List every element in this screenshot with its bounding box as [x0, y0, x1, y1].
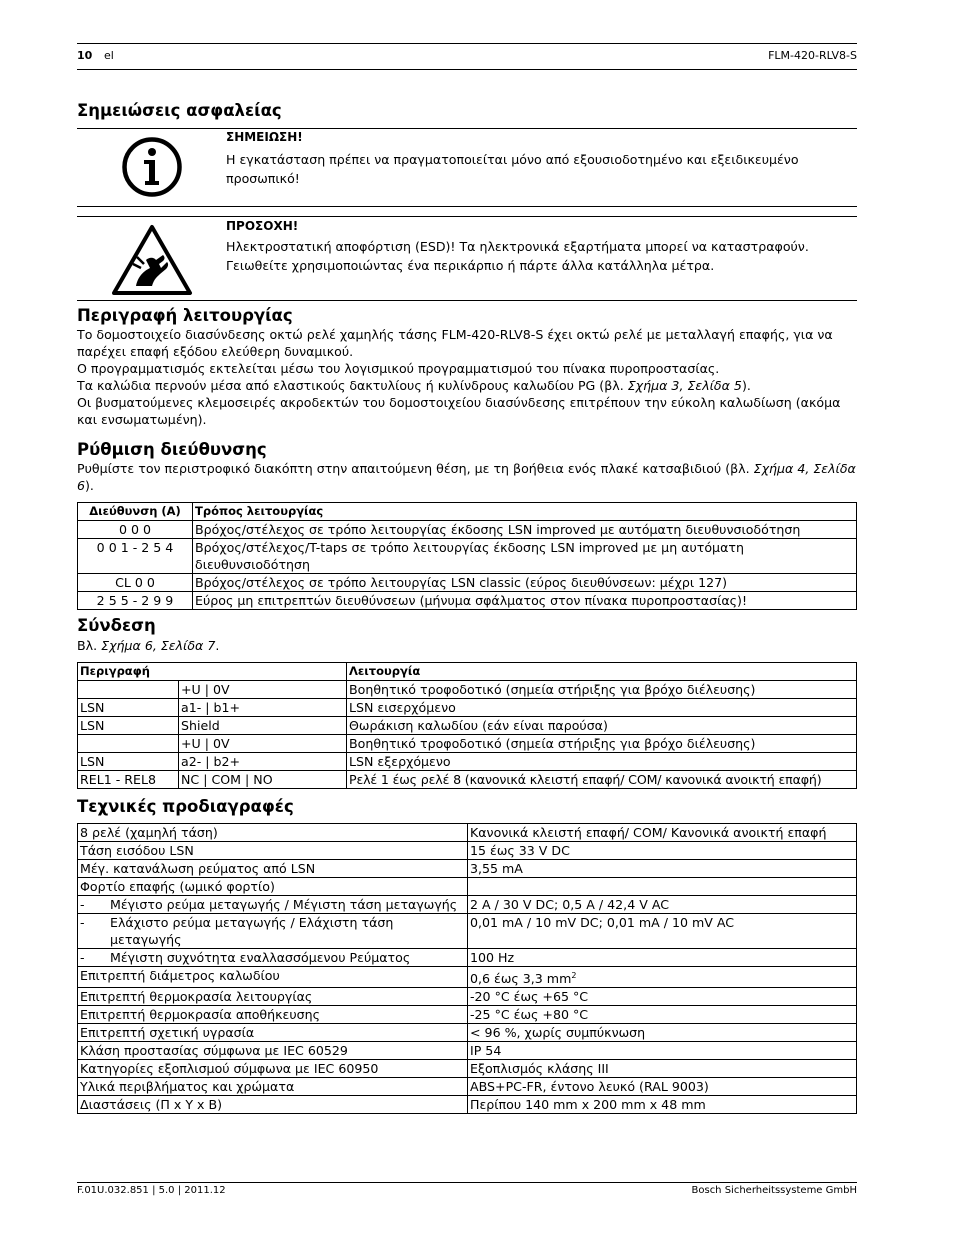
connection-type: [78, 735, 179, 753]
column-header: Λειτουργία: [347, 663, 857, 681]
connection-type: REL1 - REL8: [78, 771, 179, 789]
spec-row: [78, 1078, 857, 1096]
mode-description: Εύρος μη επιτρεπτών διευθύνσεων (μήνυμα σφάλματος στον πίνακα πυροπροστασίας)!: [193, 592, 857, 610]
spec-row: [78, 988, 857, 1006]
figure-reference: Σχήμα 4, Σελίδα 6: [77, 461, 856, 493]
connection-ref-post: .: [215, 638, 220, 653]
table-row: [78, 574, 857, 592]
spec-row: [78, 914, 857, 949]
spec-value: [468, 878, 857, 896]
caution-text: Ηλεκτροστατική αποφόρτιση (ESD)! Τα ηλεκτρονικά εξαρτήματα μπορεί να καταστραφούν. Γειωθείτε χρησιμοποιώντας ένα περικάρπιο ή πάρτε άλλα κατάλληλα μέτρα.: [226, 239, 809, 273]
table-row: [78, 699, 857, 717]
column-header: Περιγραφή: [78, 663, 347, 681]
terminal: NC | COM | NO: [179, 771, 347, 789]
table-row: [78, 735, 857, 753]
spec-row: [78, 842, 857, 860]
footer-rule: [77, 1182, 857, 1183]
connection-function: Ρελέ 1 έως ρελέ 8 (κανονικά κλειστή επαφή/ COM/ κανονικά ανοικτή επαφή): [347, 771, 857, 789]
column-header: Τρόπος λειτουργίας: [193, 503, 857, 521]
spec-value-text: 15 έως 33 V DC: [470, 843, 570, 858]
spec-label: Κατηγορίες εξοπλισμού σύμφωνα με IEC 60950: [78, 1060, 468, 1078]
mode-description: Βρόχος/στέλεχος σε τρόπο λειτουργίας LSN classic (εύρος διευθύνσεων: μέχρι 127): [193, 574, 857, 592]
spec-value-text: 2 A / 30 V DC; 0,5 A / 42,4 V AC: [470, 897, 670, 912]
spec-value: [468, 914, 857, 949]
esd-warning-icon: [111, 224, 193, 300]
spec-value: [468, 842, 857, 860]
page-number: 10: [77, 49, 93, 62]
function-p1: Το δομοστοιχείο διασύνδεσης οκτώ ρελέ χαμηλής τάσης FLM-420-RLV8-S έχει οκτώ ρελέ με μεταλλαγή επαφής, για να παρέχει επαφή εξόδου ελεύθερη δυναμικού.: [77, 327, 833, 359]
spec-label: Επιτρεπτή σχετική υγρασία: [78, 1024, 468, 1042]
list-dash: -: [80, 915, 85, 930]
spec-row: [78, 949, 857, 967]
spec-value: [468, 860, 857, 878]
spec-label: [78, 949, 468, 967]
function-p4: Οι βυσματούμενες κλεμοσειρές ακροδεκτών του δομοστοιχείου διασύνδεσης επιτρέπουν την εύκολη καλωδίωση (ακόμα και ενσωματωμένη).: [77, 395, 841, 427]
spec-label: Επιτρεπτή θερμοκρασία αποθήκευσης: [78, 1006, 468, 1024]
function-p2: Ο προγραμματισμός εκτελείται μέσω του λογισμικού προγραμματισμού του πίνακα πυροπροστασίας.: [77, 361, 720, 376]
spec-value: [468, 1006, 857, 1024]
table-row: [78, 521, 857, 539]
connection-type: LSN: [78, 699, 179, 717]
table-row: [78, 539, 857, 574]
caution-top-rule: [77, 216, 857, 217]
function-heading: Περιγραφή λειτουργίας: [77, 306, 293, 325]
spec-value: [468, 1060, 857, 1078]
terminal: a1- | b1+: [179, 699, 347, 717]
note-title: ΣΗΜΕΙΩΣΗ!: [226, 130, 303, 144]
spec-value: [468, 949, 857, 967]
spec-label-text: Μέγιστη συχνότητα εναλλασσόμενου Ρεύματος: [110, 950, 411, 965]
language-code: el: [104, 49, 114, 62]
address-text-pre: Ρυθμίστε τον περιστροφικό διακόπτη στην απαιτούμενη θέση, με τη βοήθεια ενός πλακέ κατσαβιδιού (βλ.: [77, 461, 754, 476]
connection-reference: [77, 637, 859, 654]
spec-label-wrap: [80, 949, 465, 966]
product-name: FLM-420-RLV8-S: [768, 49, 857, 62]
spec-label: Υλικά περιβλήματος και χρώματα: [78, 1078, 468, 1096]
connection-function: Βοηθητικό τροφοδοτικό (σημεία στήριξης για βρόχο διέλευσης): [347, 735, 857, 753]
connection-function: Θωράκιση καλωδίου (εάν είναι παρούσα): [347, 717, 857, 735]
spec-value-text: -25 °C έως +80 °C: [470, 1007, 589, 1023]
spec-row: [78, 824, 857, 842]
address-value: CL 0 0: [78, 574, 193, 592]
spec-label: Κλάση προστασίας σύμφωνα με IEC 60529: [78, 1042, 468, 1060]
company-name: Bosch Sicherheitssysteme GmbH: [691, 1185, 857, 1196]
connection-function: Βοηθητικό τροφοδοτικό (σημεία στήριξης για βρόχο διέλευσης): [347, 681, 857, 699]
info-icon: [120, 136, 184, 202]
spec-value-text: 3,55 mA: [470, 861, 523, 876]
specs-heading: Τεχνικές προδιαγραφές: [77, 797, 294, 816]
document-number: F.01U.032.851 | 5.0 | 2011.12: [77, 1185, 226, 1196]
figure-reference: Σχήμα 3, Σελίδα 5: [627, 378, 742, 393]
spec-label: [78, 896, 468, 914]
connection-type: [78, 681, 179, 699]
caution-title: ΠΡΟΣΟΧΗ!: [226, 219, 299, 233]
spec-row: [78, 1096, 857, 1114]
spec-value-text: ABS+PC-FR, έντονο λευκό (RAL 9003): [470, 1079, 709, 1095]
spec-value: [468, 824, 857, 842]
address-value: 2 5 5 - 2 9 9: [78, 592, 193, 610]
spec-label-wrap: [80, 896, 465, 913]
spec-value-text: Εξοπλισμός κλάσης III: [470, 1061, 609, 1077]
spec-value: [468, 1096, 857, 1114]
header-top-rule: [77, 43, 857, 44]
spec-label-text: Ελάχιστο ρεύμα μεταγωγής / Ελάχιστη τάση μεταγωγής: [110, 915, 394, 947]
address-text-post: ).: [85, 478, 94, 493]
address-table: [77, 502, 857, 610]
spec-label-text: Μέγιστο ρεύμα μεταγωγής / Μέγιστη τάση μεταγωγής: [110, 897, 458, 912]
function-p3-post: ).: [741, 378, 751, 393]
spec-value: [468, 1024, 857, 1042]
address-heading: Ρύθμιση διεύθυνσης: [77, 440, 267, 459]
note-top-rule: [77, 128, 857, 129]
mode-description: Βρόχος/στέλεχος σε τρόπο λειτουργίας έκδοσης LSN improved με αυτόματη διευθυνσιοδότηση: [193, 521, 857, 539]
address-value: 0 0 0: [78, 521, 193, 539]
terminal: +U | 0V: [179, 735, 347, 753]
table-row: [78, 592, 857, 610]
connection-function: LSN εισερχόμενο: [347, 699, 857, 717]
spec-label: Φορτίο επαφής (ωμικό φορτίο): [78, 878, 468, 896]
superscript: 2: [571, 971, 577, 980]
spec-value-text: 100 Hz: [470, 950, 515, 965]
spec-value: [468, 1042, 857, 1060]
spec-label: Τάση εισόδου LSN: [78, 842, 468, 860]
spec-label: Διαστάσεις (Π x Υ x Β): [78, 1096, 468, 1114]
safety-heading: Σημειώσεις ασφαλείας: [77, 101, 282, 120]
spec-value-text: Περίπου 140 mm x 200 mm x 48 mm: [470, 1097, 706, 1113]
table-row: [78, 717, 857, 735]
spec-value-text: < 96 %, χωρίς συμπύκνωση: [470, 1025, 646, 1041]
terminal: +U | 0V: [179, 681, 347, 699]
figure-reference: Σχήμα 6, Σελίδα 7: [101, 638, 216, 653]
list-dash: -: [80, 950, 85, 965]
connection-function: LSN εξερχόμενο: [347, 753, 857, 771]
table-row: [78, 681, 857, 699]
table-row: [78, 753, 857, 771]
table-header-row: [78, 663, 857, 681]
spec-label: Επιτρεπτή διάμετρος καλωδίου: [78, 967, 468, 988]
connection-ref-pre: Βλ.: [77, 638, 102, 653]
function-p3-pre: Τα καλώδια περνούν μέσα από ελαστικούς δακτυλίους ή κυλίνδρους καλωδίου PG (βλ.: [77, 378, 628, 393]
terminal: a2- | b2+: [179, 753, 347, 771]
spec-value-text: -20 °C έως +65 °C: [470, 989, 589, 1005]
spec-value-text: 0,01 mA / 10 mV DC; 0,01 mA / 10 mV AC: [470, 915, 735, 930]
spec-label: 8 ρελέ (χαμηλή τάση): [78, 824, 468, 842]
header-bottom-rule: [77, 69, 857, 70]
spec-row: [78, 1006, 857, 1024]
column-header: Διεύθυνση (A): [78, 503, 193, 521]
caution-bottom-rule: [77, 300, 857, 301]
spec-label: Επιτρεπτή θερμοκρασία λειτουργίας: [78, 988, 468, 1006]
spec-value-text: Κανονικά κλειστή επαφή/ COM/ Κανονικά ανοικτή επαφή: [470, 825, 827, 840]
terminal: Shield: [179, 717, 347, 735]
spec-row: [78, 1060, 857, 1078]
spec-row: [78, 878, 857, 896]
spec-row: [78, 967, 857, 988]
spec-label-wrap: [80, 914, 465, 948]
spec-value-text: IP 54: [470, 1043, 502, 1059]
connection-type: LSN: [78, 753, 179, 771]
table-row: [78, 771, 857, 789]
spec-value-text: 0,6 έως 3,3 mm: [470, 971, 572, 987]
connection-table: [77, 662, 857, 789]
spec-label: [78, 914, 468, 949]
spec-value: [468, 988, 857, 1006]
spec-value: [468, 896, 857, 914]
spec-value: [468, 967, 857, 988]
note-bottom-rule: [77, 206, 857, 207]
connection-heading: Σύνδεση: [77, 616, 156, 635]
specs-table: [77, 823, 857, 1114]
function-text: [77, 326, 859, 428]
table-header-row: [78, 503, 857, 521]
mode-description: Βρόχος/στέλεχος/T-taps σε τρόπο λειτουργίας έκδοσης LSN improved με μη αυτόματη διευθυνσιοδότηση: [193, 539, 857, 574]
note-text: Η εγκατάσταση πρέπει να πραγματοποιείται μόνο από εξουσιοδοτημένο και εξειδικευμένο προσωπικό!: [226, 152, 799, 186]
spec-row: [78, 896, 857, 914]
spec-value: [468, 1078, 857, 1096]
spec-label: Μέγ. κατανάλωση ρεύματος από LSN: [78, 860, 468, 878]
list-dash: -: [80, 897, 85, 912]
address-text: [77, 460, 859, 494]
connection-type: LSN: [78, 717, 179, 735]
spec-row: [78, 1042, 857, 1060]
function-p3: [77, 377, 859, 394]
address-value: 0 0 1 - 2 5 4: [78, 539, 193, 574]
spec-row: [78, 1024, 857, 1042]
spec-row: [78, 860, 857, 878]
